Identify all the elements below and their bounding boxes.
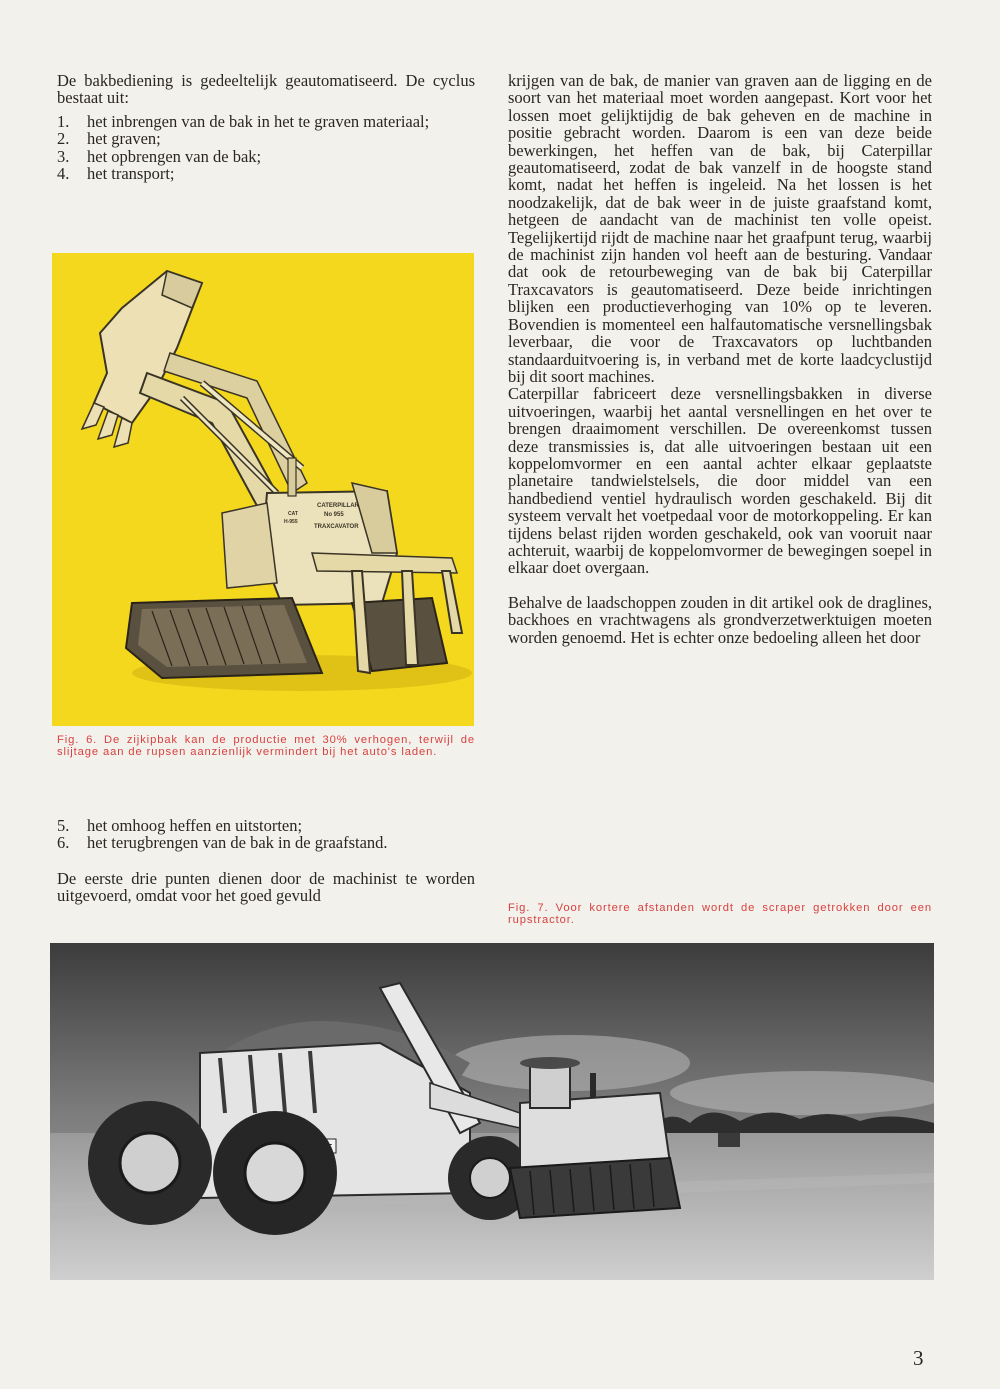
left-column — [57, 72, 475, 182]
fig7-image — [50, 943, 934, 1280]
intro-paragraph: De bakbediening is gedeeltelijk geautomatiseerd. De cyclus bestaat uit: — [57, 71, 475, 108]
scraper-photo — [50, 943, 934, 1280]
list-item: 3. het opbrengen van de bak; — [57, 146, 262, 166]
right-paragraph-3: Behalve de laadschoppen zouden in dit artikel ook de draglines, backhoes en vrachtwagens als grondverzetwerktuigen moeten worden genoemd. Het is echter onze bedoeling alleen het door — [508, 592, 932, 647]
list-item: 4. het transport; — [57, 164, 175, 184]
fig6-caption: Fig. 6. De zijkipbak kan de productie met 30% verhogen, terwijl de slijtage aan de rupsen aanzienlijk vermindert bij het auto's laden. — [57, 734, 475, 759]
list-item: 2. het graven; — [57, 129, 161, 149]
right-column — [508, 72, 932, 646]
machine-serial-text: H-955 — [284, 519, 298, 525]
fig6-image — [52, 253, 474, 726]
right-paragraph-2: Caterpillar fabriceert deze versnellingsbakken in diverse uitvoeringen, waarbij het aantal versnellingen en het over te brengen draaimoment verschillen. De overeenkomst tussen deze transmissies is, dat alle uitvoeringen bestaan uit een koppelomvormer en een aantal achter elkaar geplaatste planetaire tandwielstelsels, die door middel van een handbediend ventiel hydraulisch worden geschakeld. Bij dit systeem vervalt het voetpedaal voor de motorkoppeling. Er kan tijdens belast rijden worden geschakeld, ook van vooruit naar achteruit, waarbij de koppelomvormer de bewegingen soepel in elkaar doet overgaan. — [508, 384, 932, 578]
fig7-caption: Fig. 7. Voor kortere afstanden wordt de scraper getrokken door een rupstractor. — [508, 902, 932, 927]
left-column-lower — [57, 817, 475, 905]
list-item: 5. het omhoog heffen en uitstorten; — [57, 816, 303, 835]
machine-model-text: No 955 — [324, 512, 344, 518]
page-number: 3 — [913, 1346, 924, 1370]
traxcavator-illustration — [52, 253, 474, 726]
machine-brand-text: CATERPILLAR — [317, 503, 359, 509]
list-item: 1. het inbrengen van de bak in het te graven materiaal; — [57, 111, 430, 131]
cycle-list-second — [57, 817, 475, 852]
machine-type-text: TRAXCAVATOR — [314, 524, 359, 530]
right-paragraph-1: krijgen van de bak, de manier van graven aan de ligging en de soort van het materiaal moet worden aangepast. Kort voor het lossen moet gelijktijdig de bak geheven en de machine in positie gebracht worden. Daarom is een van deze beide bewerkingen, het heffen van de bak, bij Caterpillar geautomatiseerd, zodat de bak vanzelf in de hoogste stand komt, nadat het heffen is ingeleid. Na het lossen is het noodzakelijk, dat de bak weer in de juiste graafstand komt, hetgeen de aandacht van de machinist ten volle opeist. Tegelijkertijd rijdt de machine naar het graafpunt terug, waarbij de machinist zijn handen vol heeft aan de besturing. Vandaar dat ook de retourbeweging van de bak bij Caterpillar Traxcavators is geautomatiseerd. Deze beide inrichtingen blijken een productieverhoging van 10% op te leveren. Bovendien is momenteel een halfautomatische versnellingsbak leverbaar, die voor de Traxcavators op luchtbanden standaarduitvoering is, in verband met de korte laadcyclustijd bij dit soort machines. — [508, 71, 932, 386]
machine-cat-text: CAT — [288, 511, 298, 517]
list-item: 6. het terugbrengen van de bak in de graafstand. — [57, 833, 388, 853]
cycle-list-first — [57, 113, 475, 183]
closing-paragraph: De eerste drie punten dienen door de machinist te worden uitgevoerd, omdat voor het goed gevuld — [57, 868, 475, 906]
